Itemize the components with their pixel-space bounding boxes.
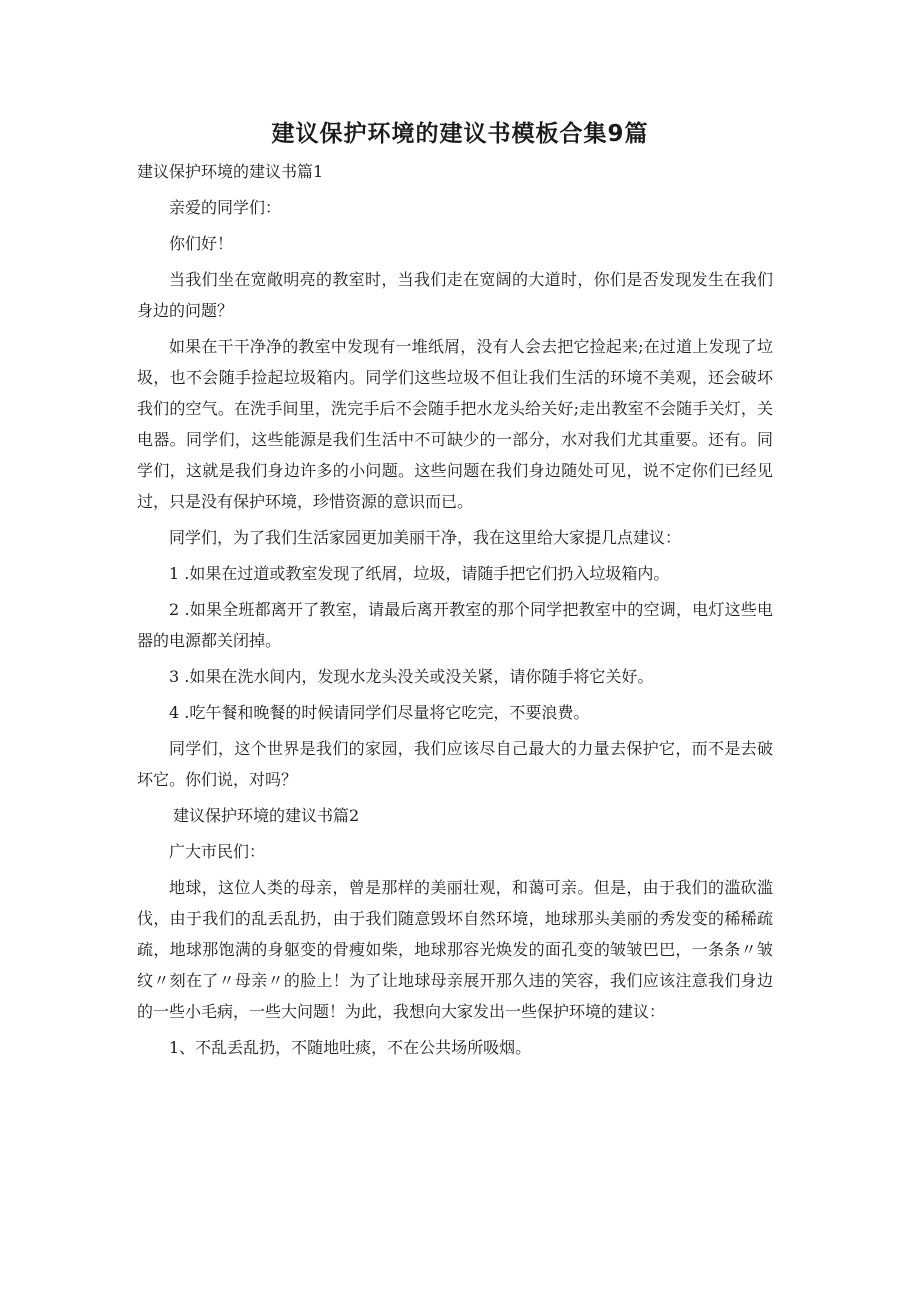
section-heading-2: 建议保护环境的建议书篇2	[173, 806, 360, 825]
suggestion-item-1: 1、不乱丢乱扔，不随地吐痰，不在公共场所吸烟。	[169, 1038, 532, 1057]
paragraph: 同学们，为了我们生活家园更加美丽干净，我在这里给大家提几点建议：	[169, 528, 682, 547]
document-title: 建议保护环境的建议书模板合集9篇	[271, 121, 649, 147]
suggestion-item-4: 4 .吃午餐和晚餐的时候请同学们尽量将它吃完，不要浪费。	[169, 703, 590, 722]
paragraph: 地球，这位人类的母亲，曾是那样的美丽壮观，和蔼可亲。但是，由于我们的滥砍滥伐，由于我们的乱丢乱扔，由于我们随意毁坏自然环境，地球那头美丽的秀发变的稀稀疏疏，地球那饱满的身躯变的骨瘦如柴，地球那容光焕发的面孔变的皱皱巴巴，一条条〃皱纹〃刻在了〃母亲〃的脸上！为了让地球母亲展开那久违的笑容，我们应该注意我们身边的一些小毛病，一些大问题！为此，我想向大家发出一些保护环境的建议：	[137, 878, 773, 1021]
salutation: 广大市民们：	[169, 842, 266, 861]
document-body	[137, 156, 773, 1068]
suggestion-item-3: 3 .如果在洗水间内，发现水龙头没关或没关紧，请你随手将它关好。	[169, 667, 654, 686]
paragraph: 同学们，这个世界是我们的家园，我们应该尽自己最大的力量去保护它，而不是去破坏它。你们说，对吗？	[137, 739, 773, 789]
paragraph: 如果在干干净净的教室中发现有一堆纸屑，没有人会去把它捡起来;在过道上发现了垃圾，也不会随手捡起垃圾箱内。同学们这些垃圾不但让我们生活的环境不美观，还会破坏我们的空气。在洗手间里，洗完手后不会随手把水龙头给关好;走出教室不会随手关灯，关电器。同学们，这些能源是我们生活中不可缺少的一部分，水对我们尤其重要。还有。同学们，这就是我们身边许多的小问题。这些问题在我们身边随处可见，说不定你们已经见过，只是没有保护环境，珍惜资源的意识而已。	[137, 337, 773, 511]
salutation: 亲爱的同学们：	[169, 198, 282, 217]
paragraph: 当我们坐在宽敞明亮的教室时，当我们走在宽阔的大道时，你们是否发现发生在我们身边的问题？	[137, 270, 773, 320]
section-heading-1: 建议保护环境的建议书篇1	[137, 162, 324, 181]
suggestion-item-1: 1 .如果在过道或教室发现了纸屑，垃圾，请随手把它们扔入垃圾箱内。	[169, 564, 670, 583]
suggestion-item-2: 2 .如果全班都离开了教室，请最后离开教室的那个同学把教室中的空调，电灯这些电器的电源都关闭掉。	[137, 600, 773, 650]
greeting: 你们好！	[169, 234, 234, 253]
